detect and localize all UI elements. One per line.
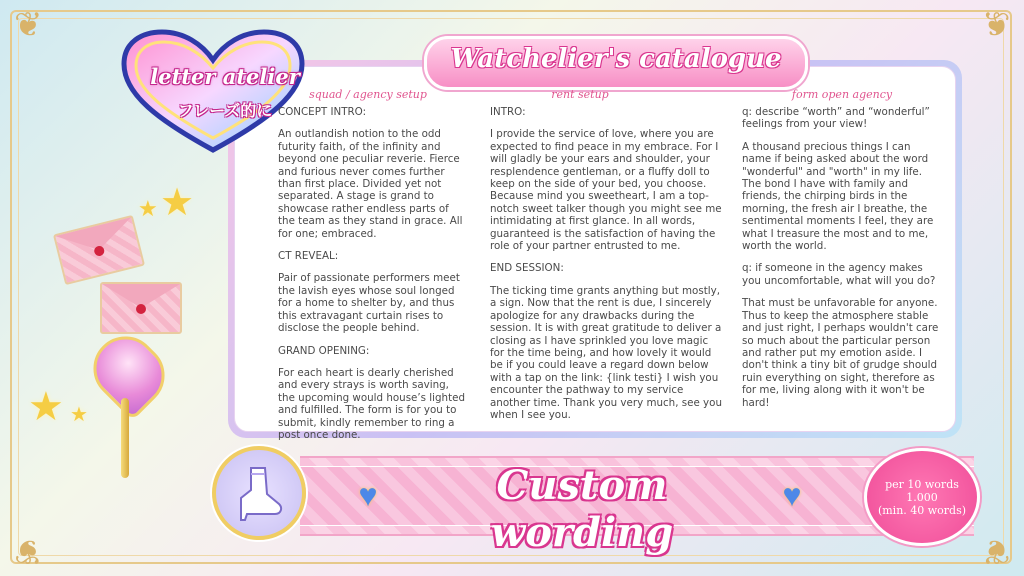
- section-label: END SESSION:: [490, 262, 564, 275]
- column-heading: rent setup: [551, 88, 609, 101]
- shoe-medallion: [212, 446, 306, 540]
- star-icon: ★: [70, 404, 88, 426]
- section-label: GRAND OPENING:: [278, 344, 370, 357]
- title-banner: [424, 36, 808, 90]
- column-heading: squad / agency setup: [309, 88, 427, 101]
- price-badge: [864, 448, 980, 546]
- paragraph: Pair of passionate performers meet the lavish eyes whose soul longed for a home to shelter by, and thus this extravagant curtain rises to disclose the people behind.: [278, 272, 460, 335]
- envelope-icon: [100, 282, 182, 334]
- price-minimum: (min. 40 words): [877, 503, 967, 517]
- paragraph: The ticking time grants anything but mostly, a sign. Now that the rent is due, I sincerely apologize for any drawbacks during the session. It is with great gratitude to deliver a closing as I have sprinkled you love magic for the time being, and how lovely it would be if you could leave a regard down below with a tap on the link: {link testi} I wish you encounter the pathway to my service another time. Thank you very much, see you when I see you.: [490, 284, 722, 421]
- paragraph: A thousand precious things I can name if being asked about the word "wonderful" and "worth" in my life. The bond I have with family and friends, the chirping birds in the morning, the fresh air I breathe, the sentimental moments I feel, they are what I treasure the most and to me, worth the world.: [742, 140, 934, 253]
- column-squad-setup: [278, 106, 466, 451]
- paragraph: For each heart is dearly cherished and every strays is worth saving, the upcoming would house’s lighted and fulfilled. The form is for you to submit, kindly remember to ring a post once done.: [278, 366, 465, 441]
- paragraph: q: if someone in the agency makes you uncomfortable, what will you do?: [742, 262, 936, 287]
- price-line: per 10 words: [885, 477, 959, 491]
- banner-title: Custom wording: [490, 462, 674, 556]
- corner-flourish-icon: ❦: [14, 6, 43, 44]
- section-label: CONCEPT INTRO:: [278, 106, 367, 118]
- logo-jp-text: フレーズ的に: [177, 101, 273, 120]
- column-heading: form open agency: [791, 88, 893, 101]
- corner-flourish-icon: ❦: [981, 532, 1010, 570]
- wand-stick: [121, 398, 129, 478]
- section-label: CT REVEAL:: [278, 250, 339, 263]
- section-label: INTRO:: [490, 106, 526, 118]
- heart-gem-icon: ♥: [358, 476, 378, 513]
- star-icon: ★: [138, 196, 158, 221]
- star-icon: ★: [160, 182, 195, 224]
- price-value: 1.000: [906, 490, 938, 504]
- paragraph: An outlandish notion to the odd futurity faith, of the infinity and beyond one peculiar reverie. Fierce and furious never comes further than first place. Divided yet not separated. A stage is grand to showcase rather endless parts of the team as they stand in grace. All for one; embraced.: [278, 128, 463, 240]
- paragraph: I provide the service of love, where you are expected to find peace in my embrace. For I will gladly be your ears and shoulder, your resplendence gentleman, or a fluffy doll to keep on the side of your bed, you choose. Because mind you sweetheart, I am a top-notch sweet talker though you might see me intimidating at first glance. In all words, guaranteed is the satisfaction of having the role of your partner entrusted to me.: [490, 128, 722, 253]
- logo-script-text: letter atelier: [150, 64, 300, 89]
- star-icon: ★: [28, 385, 64, 429]
- column-form-open-agency: [742, 106, 942, 419]
- heart-gem-icon: ♥: [782, 476, 802, 513]
- corner-flourish-icon: ❦: [981, 6, 1010, 44]
- paragraph: That must be unfavorable for anyone. Thus to keep the atmosphere stable and just right, I perhaps wouldn't care so much about the particular person and rather put my emotion aside. I don't think a tiny bit of grudge should ruin everything on sight, therefore as for me, living along with it won't be hard!: [742, 297, 939, 409]
- column-rent-setup: [490, 106, 722, 431]
- paragraph: q: describe “worth” and “wonderful” feelings from your view!: [742, 106, 930, 131]
- page-title: Watchelier's catalogue: [450, 44, 782, 74]
- corner-flourish-icon: ❦: [14, 532, 43, 570]
- high-heel-shoe-icon: [233, 464, 285, 522]
